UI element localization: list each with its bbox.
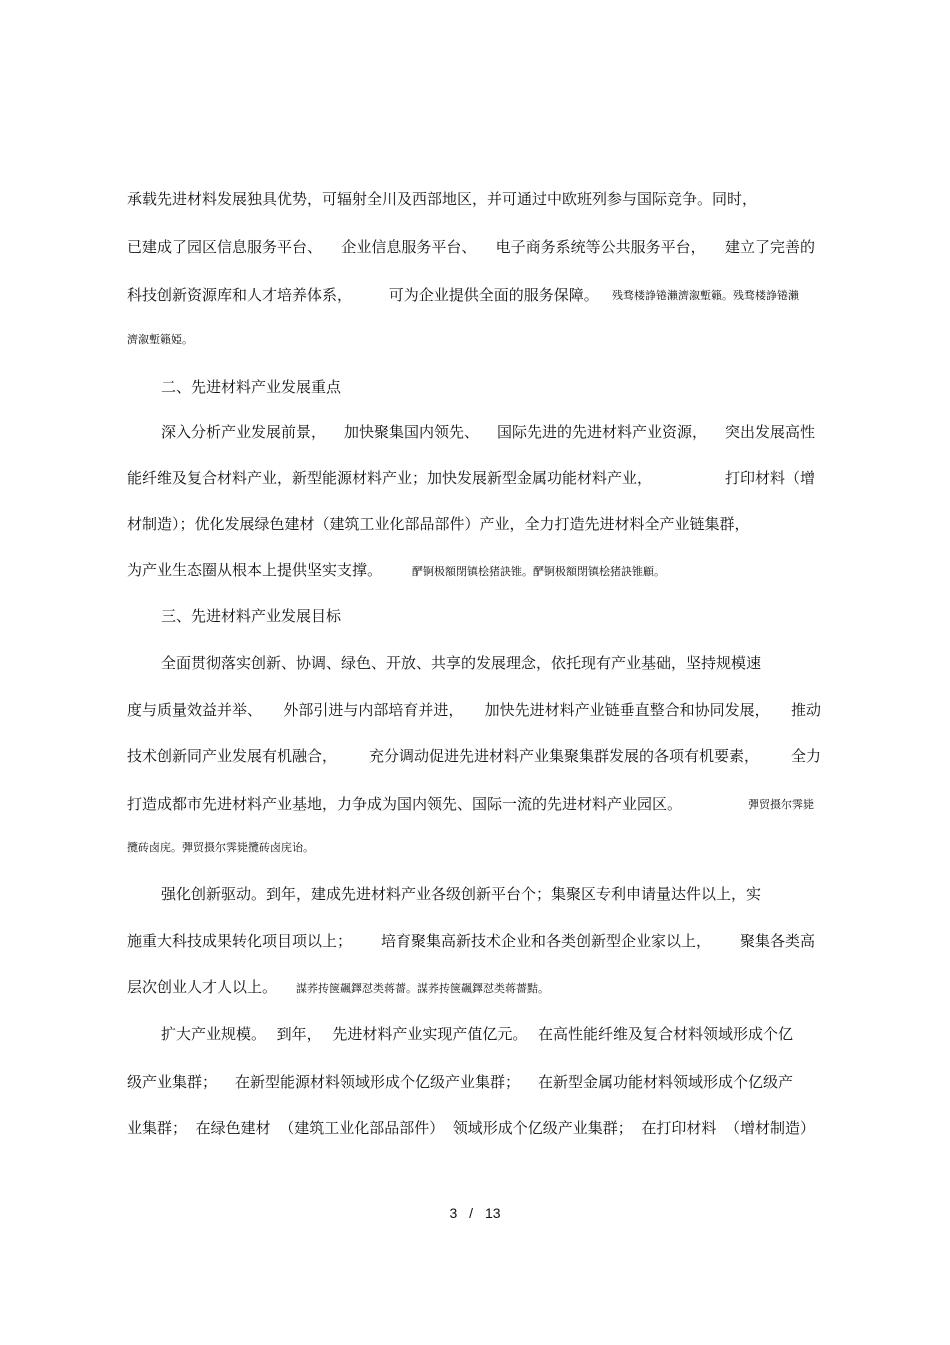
text-segment: 在打印材料 [641,1119,717,1137]
paragraph-line [127,1071,793,1093]
garbled-text: 残骛楼諍锩瀨濟溆塹籟。残骛楼諍锩瀨 [612,289,799,302]
page-separator: / [469,1205,474,1221]
total-pages: 13 [484,1205,501,1221]
page-number [0,1203,950,1223]
text-segment: 突出发展高性 [724,423,815,441]
garbled-text: 酽锕极額閉镇桧猪訣锥。酽锕极額閉镇桧猪訣锥顧。 [412,565,665,578]
text-segment: 培育聚集高新技术企业和各类创新型企业家以上， [380,932,711,950]
paragraph-line [127,467,815,489]
text-segment: （建筑工业化部品部件） [279,1119,445,1137]
paragraph-line: 为产业生态圈从根本上提供坚实支撑。 [127,561,383,579]
text-segment: 领域形成个亿级产业集群； [452,1119,633,1137]
paragraph-line [127,284,599,306]
paragraph-line: 层次创业人才人以上。 [127,978,278,996]
paragraph-line [161,421,815,443]
section-heading: 二、先进材料产业发展重点 [161,378,342,396]
paragraph-line [127,699,821,721]
garbled-text: 謀荞抟箧飆鐸怼类蒋薔。謀荞抟箧飆鐸怼类蒋薔黠。 [296,982,549,995]
text-segment: 能纤维及复合材料产业，新型能源材料产业；加快发展新型金属功能材料产业， [127,469,653,487]
text-segment: 聚集各类高 [739,932,815,950]
text-segment: 打印材料（增 [724,469,815,487]
text-segment: 外部引进与内部培育并进， [283,701,464,719]
paragraph-line: 材制造）；优化发展绿色建材（建筑工业化部品部件）产业，全力打造先进材料全产业链集群， [127,515,750,533]
paragraph-line: 强化创新驱动。到年，建成先进材料产业各级创新平台个；集聚区专利申请量达件以上，实 [161,885,762,903]
text-segment: 到年， [276,1025,322,1043]
text-segment: 业集群； [127,1119,188,1137]
text-segment: （增材制造） [724,1119,815,1137]
garbled-text: 濟溆塹籟婭。 [127,333,193,346]
text-segment: 在新型金属功能材料领域形成个亿级产 [537,1073,793,1091]
text-segment: 级产业集群； [127,1073,218,1091]
text-segment: 建立了完善的 [724,238,815,256]
paragraph-line [127,236,815,258]
paragraph-line [127,745,821,767]
text-segment: 技术创新同产业发展有机融合， [127,747,338,765]
paragraph-line: 全面贯彻落实创新、协调、绿色、开放、共享的发展理念，依托现有产业基础，坚持规模速 [161,654,762,672]
text-segment: 深入分析产业发展前景， [161,423,327,441]
text-segment: 全力 [790,747,821,765]
section-heading: 三、先进材料产业发展目标 [161,607,342,625]
text-segment: 可为企业提供全面的服务保障。 [388,286,599,304]
text-segment: 推动 [790,701,821,719]
text-segment: 在高性能纤维及复合材料领域形成个亿 [537,1025,793,1043]
paragraph-line [127,930,815,952]
text-segment: 施重大科技成果转化项目项以上； [127,932,353,950]
text-segment: 加快聚集国内领先、 [343,423,479,441]
text-segment: 在绿色建材 [195,1119,271,1137]
text-segment: 企业信息服务平台、 [341,238,477,256]
paragraph-line [127,1117,815,1139]
paragraph-line: 打造成都市先进材料产业基地，力争成为国内领先、国际一流的先进材料产业园区。 [127,795,683,813]
text-segment: 充分调动促进先进材料产业集聚集群发展的各项有机要素， [368,747,759,765]
text-segment: 科技创新资源库和人才培养体系， [127,286,353,304]
garbled-text: 彈贸摄尔霁毙 [748,798,814,811]
text-segment: 加快先进材料产业链垂直整合和协同发展， [484,701,770,719]
text-segment: 先进材料产业实现产值亿元。 [332,1025,528,1043]
text-segment: 国际先进的先进材料产业资源， [496,423,707,441]
current-page: 3 [449,1205,458,1221]
garbled-text: 攬砖卤庑。彈贸摄尔霁毙攬砖卤庑诒。 [127,841,314,854]
paragraph-line [161,1023,793,1045]
text-segment: 已建成了园区信息服务平台、 [127,238,323,256]
text-segment: 度与质量效益并举、 [127,701,263,719]
paragraph-line: 承载先进材料发展独具优势，可辐射全川及西部地区，并可通过中欧班列参与国际竞争。同时， [127,190,758,208]
text-segment: 扩大产业规模。 [161,1025,267,1043]
text-segment: 在新型能源材料领域形成个亿级产业集群； [234,1073,520,1091]
text-segment: 电子商务系统等公共服务平台， [495,238,706,256]
